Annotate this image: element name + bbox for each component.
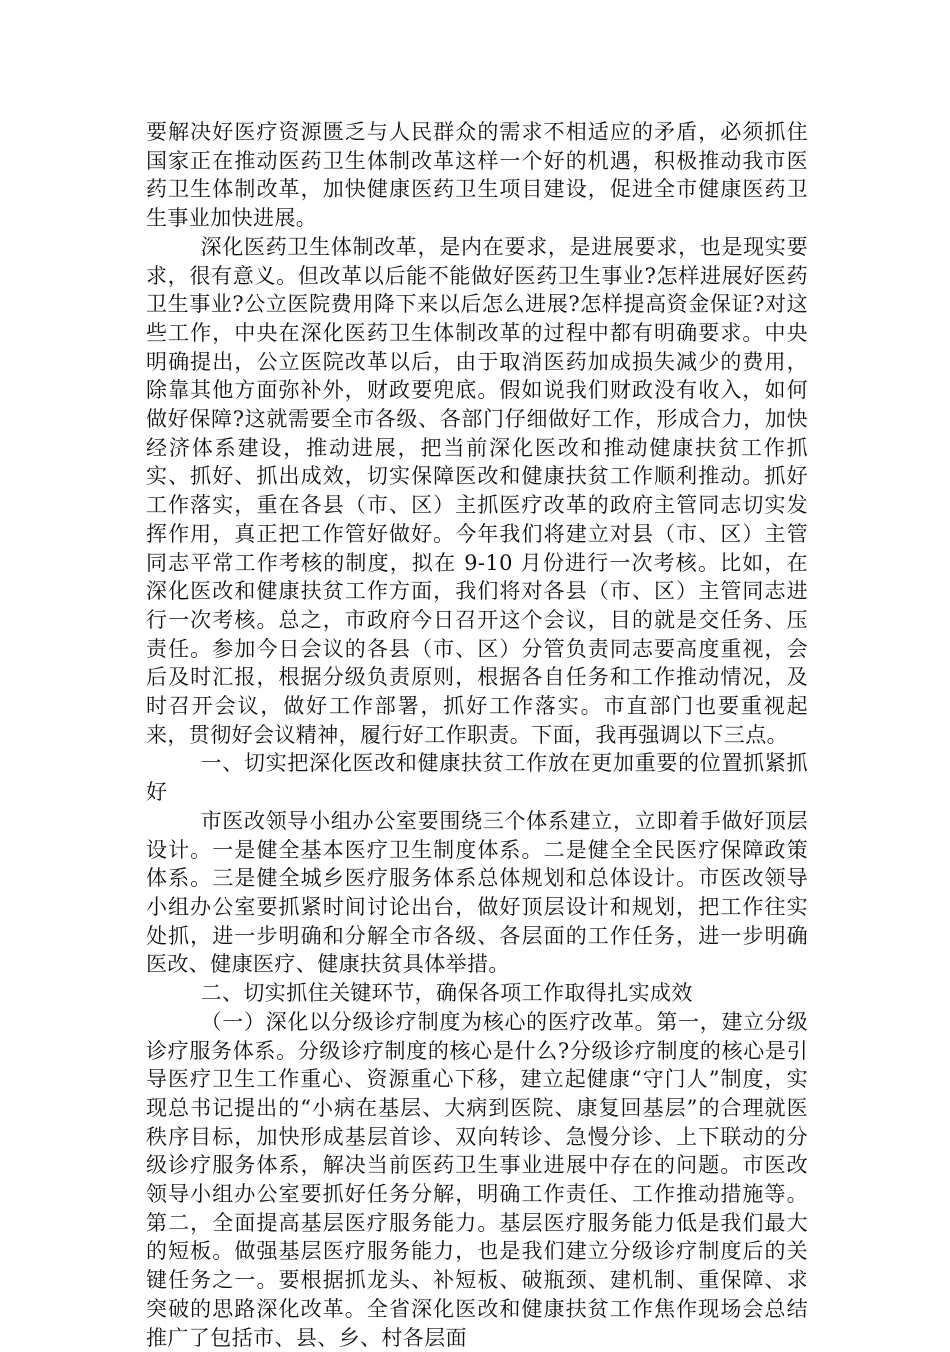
- section-heading-one: 一、切实把深化医改和健康扶贫工作放在更加重要的位置抓紧抓好: [146, 751, 808, 805]
- paragraph-reform-requirements: 深化医药卫生体制改革，是内在要求，是进展要求，也是现实要求，很有意义。但改革以后能不能做好医药卫生事业?怎样进展好医药卫生事业?公立医院费用降下来以后怎么进展?怎样提高资金保证?对这些工作，中央在深化医药卫生体制改革的过程中都有明确要求。中央明确提出，公立医院改革以后，由于取消医药加成损失减少的费用，除靠其他方面弥补外，财政要兜底。假如说我们财政没有收入，如何做好保障?这就需要全市各级、各部门仔细做好工作，形成合力，加快经济体系建设，推动进展，把当前深化医改和推动健康扶贫工作抓实、抓好、抓出成效，切实保障医改和健康扶贫工作顺利推动。抓好工作落实，重在各县（市、区）主抓医疗改革的政府主管同志切实发挥作用，真正把工作管好做好。今年我们将建立对县（市、区）主管同志平常工作考核的制度，拟在 9-10 月份进行一次考核。比如，在深化医改和健康扶贫工作方面，我们将对各县（市、区）主管同志进行一次考核。总之，市政府今日召开这个会议，目的就是交任务、压责任。参加今日会议的各县（市、区）分管负责同志要高度重视，会后及时汇报，根据分级负责原则，根据各自任务和工作推动情况，及时召开会议，做好工作部署，抓好工作落实。市直部门也要重视起来，贯彻好会议精神，履行好工作职责。下面，我再强调以下三点。: [146, 234, 808, 747]
- paragraph-top-level-design: 市医改领导小组办公室要围绕三个体系建立，立即着手做好顶层设计。一是健全基本医疗卫生制度体系。二是健全全民医疗保障政策体系。三是健全城乡医疗服务体系总体规划和总体设计。市医改领导小组办公室要抓紧时间讨论出台，做好顶层设计和规划，把工作往实处抓，进一步明确和分解全市各级、各层面的工作任务，进一步明确医改、健康医疗、健康扶贫具体举措。: [146, 808, 808, 977]
- document-body: [146, 118, 808, 1352]
- paragraph-intro-continuation: 要解决好医疗资源匮乏与人民群众的需求不相适应的矛盾，必须抓住国家正在推动医药卫生体制改革这样一个好的机遇，积极推动我市医药卫生体制改革，加快健康医药卫生项目建设，促进全市健康医药卫生事业加快进展。: [146, 120, 808, 231]
- paragraph-tiered-diagnosis: （一）深化以分级诊疗制度为核心的医疗改革。第一，建立分级诊疗服务体系。分级诊疗制度的核心是什么?分级诊疗制度的核心是引导医疗卫生工作重心、资源重心下移，建立起健康“守门人”制度，实现总书记提出的“小病在基层、大病到医院、康复回基层”的合理就医秩序目标，加快形成基层首诊、双向转诊、急慢分诊、上下联动的分级诊疗服务体系，解决当前医药卫生事业进展中存在的问题。市医改领导小组办公室要抓好任务分解，明确工作责任、工作推动措施等。第二，全面提高基层医疗服务能力。基层医疗服务能力低是我们最大的短板。做强基层医疗服务能力，也是我们建立分级诊疗制度后的关键任务之一。要根据抓龙头、补短板、破瓶颈、建机制、重保障、求突破的思路深化改革。全省深化医改和健康扶贫工作焦作现场会总结推广了包括市、县、乡、村各层面: [146, 1009, 808, 1350]
- section-heading-two: 二、切实抓住关键环节，确保各项工作取得扎实成效: [200, 981, 693, 1006]
